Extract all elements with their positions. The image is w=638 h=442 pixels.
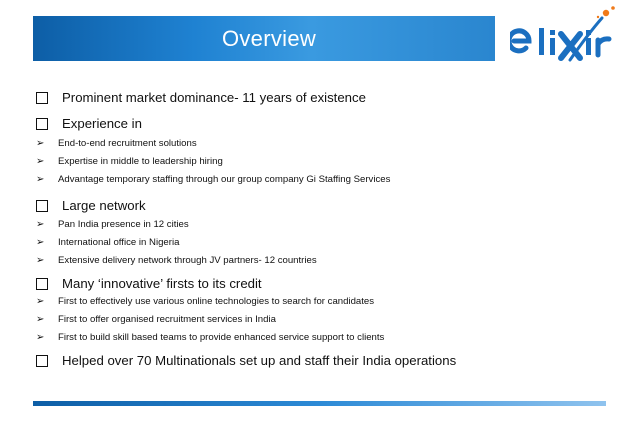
list-item-text: Expertise in middle to leadership hiring [58, 156, 223, 167]
list-item [36, 174, 390, 185]
title-bar [33, 16, 495, 61]
checkbox-bullet-icon [36, 278, 48, 290]
arrow-bullet-icon: ➢ [36, 331, 45, 343]
arrow-bullet-icon: ➢ [36, 173, 45, 185]
logo-letter-i2-dot [586, 30, 591, 35]
list-item [36, 255, 317, 266]
list-item-text: First to offer organised recruitment services in India [58, 314, 276, 325]
logo-letter-r [598, 39, 609, 55]
logo-letter-i1-dot [550, 30, 555, 35]
logo-dot-large [603, 10, 609, 16]
list-item-text: Pan India presence in 12 cities [58, 219, 189, 230]
logo-dot-small [611, 6, 615, 10]
checkbox-bullet-icon [36, 92, 48, 104]
list-item [36, 237, 179, 248]
section-heading-text: Large network [62, 198, 146, 213]
logo-letter-i1 [550, 38, 555, 55]
arrow-bullet-icon: ➢ [36, 137, 45, 149]
list-item [36, 156, 223, 167]
checkbox-bullet-icon [36, 118, 48, 130]
logo-letter-x [561, 34, 580, 58]
list-item-text: End-to-end recruitment solutions [58, 138, 197, 149]
logo-letter-e [510, 31, 529, 51]
list-item-text: Advantage temporary staffing through our group company Gi Staffing Services [58, 174, 391, 185]
list-item-text: International office in Nigeria [58, 237, 180, 248]
list-item [36, 138, 197, 149]
section-heading-text: Many ‘innovative’ firsts to its credit [62, 276, 262, 291]
section-heading [36, 116, 142, 131]
list-item-text: First to effectively use various online technologies to search for candidates [58, 296, 375, 307]
section-heading-text: Experience in [62, 116, 142, 131]
section-heading [36, 198, 146, 213]
arrow-bullet-icon: ➢ [36, 313, 45, 325]
arrow-bullet-icon: ➢ [36, 254, 45, 266]
checkbox-bullet-icon [36, 200, 48, 212]
list-item-text: First to build skill based teams to provide enhanced service support to clients [58, 332, 385, 343]
section-heading-text: Helped over 70 Multinationals set up and staff their India operations [62, 353, 457, 368]
arrow-bullet-icon: ➢ [36, 218, 45, 230]
logo-letter-l [539, 28, 544, 55]
section-heading [36, 276, 262, 291]
list-item [36, 332, 384, 343]
checkbox-bullet-icon [36, 355, 48, 367]
logo-dot-tiny [597, 16, 599, 18]
slide-title: Overview [221, 25, 317, 51]
list-item [36, 219, 189, 230]
section-heading [36, 353, 456, 368]
section-heading-text: Prominent market dominance- 11 years of existence [62, 90, 366, 105]
list-item [36, 296, 374, 307]
list-item-text: Extensive delivery network through JV partners- 12 countries [58, 255, 317, 266]
logo-letter-i2 [586, 38, 591, 55]
arrow-bullet-icon: ➢ [36, 155, 45, 167]
section-heading [36, 90, 366, 105]
arrow-bullet-icon: ➢ [36, 236, 45, 248]
elixir-logo [510, 4, 630, 76]
list-item [36, 314, 276, 325]
arrow-bullet-icon: ➢ [36, 295, 45, 307]
bottom-divider [33, 401, 606, 406]
